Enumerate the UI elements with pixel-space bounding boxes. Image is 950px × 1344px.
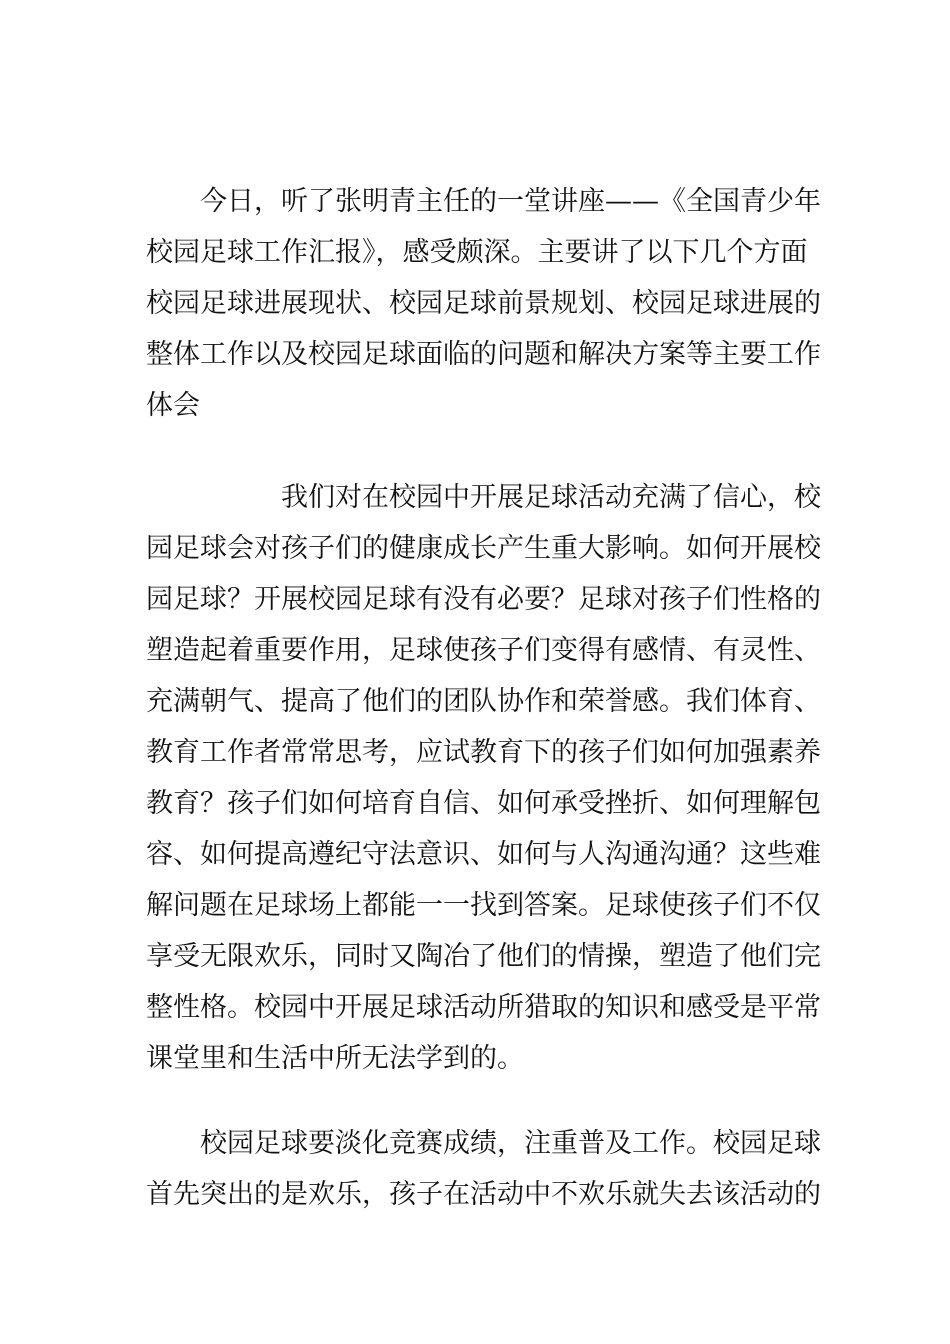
- text-line: 容、如何提高遵纪守法意识、如何与人沟通沟通？这些难: [146, 839, 821, 870]
- text-line: 整性格。校园中开展足球活动所猎取的知识和感受是平常: [146, 992, 821, 1023]
- text-line: 校园足球要淡化竞赛成绩，注重普及工作。校园足球: [146, 1128, 821, 1159]
- text-line: 校园足球进展现状、校园足球前景规划、校园足球进展的: [146, 288, 821, 319]
- text-line: 教育工作者常常思考，应试教育下的孩子们如何加强素养: [146, 737, 821, 768]
- text-line: 校园足球工作汇报》，感受颇深。主要讲了以下几个方面: [146, 237, 808, 268]
- text-line: 我们对在校园中开展足球活动充满了信心，校: [146, 482, 821, 513]
- text-line: 充满朝气、提高了他们的团队协作和荣誉感。我们体育、: [146, 686, 821, 717]
- text-line: 教育？孩子们如何培育自信、如何承受挫折、如何理解包: [146, 788, 821, 819]
- text-line: 体会: [146, 390, 200, 421]
- text-line: 园足球会对孩子们的健康成长产生重大影响。如何开展校: [146, 533, 821, 564]
- text-line: 享受无限欢乐，同时又陶冶了他们的情操，塑造了他们完: [146, 941, 821, 972]
- paragraph-2: [146, 472, 821, 1084]
- paragraph-1: [146, 176, 821, 431]
- text-line: 今日，听了张明青主任的一堂讲座——《全国青少年: [146, 186, 821, 217]
- text-line: 塑造起着重要作用，足球使孩子们变得有感情、有灵性、: [146, 635, 821, 666]
- text-line: 解问题在足球场上都能一一找到答案。足球使孩子们不仅: [146, 890, 821, 921]
- paragraph-3: [146, 1118, 821, 1220]
- text-line: 首先突出的是欢乐，孩子在活动中不欢乐就失去该活动的: [146, 1179, 821, 1210]
- text-line: 课堂里和生活中所无法学到的。: [146, 1043, 524, 1074]
- text-line: 园足球？开展校园足球有没有必要？足球对孩子们性格的: [146, 584, 821, 615]
- text-line: 整体工作以及校园足球面临的问题和解决方案等主要工作: [146, 339, 821, 370]
